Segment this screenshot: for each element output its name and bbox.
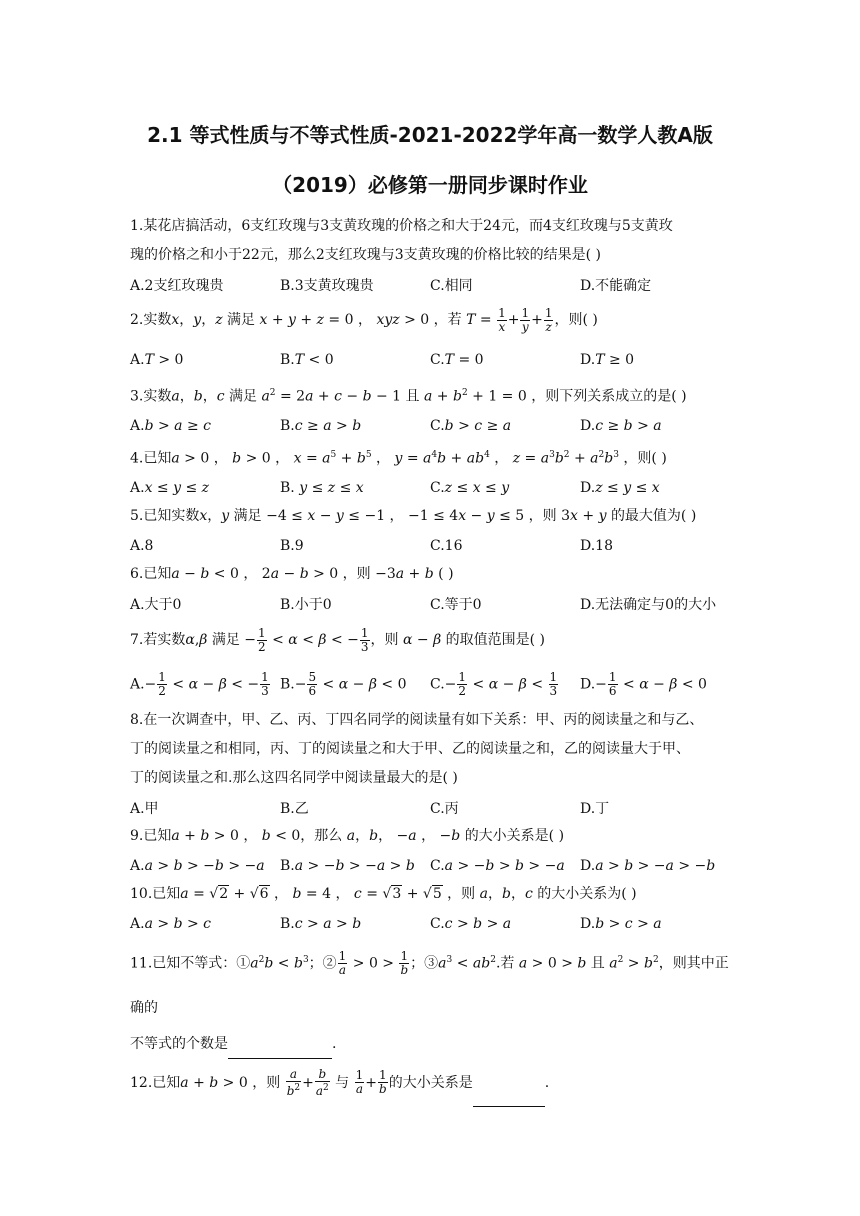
question-12-stem: 12.已知a + b > 0 ，则 $\frac{a}{b^2}$ + $\frac{b}{a^2}$ 与 $\frac{1}{a}$ + $\frac{1}{b}$ 的大小关系是 . <box>130 1059 730 1107</box>
option-d: D.无法确定与0的大小 <box>580 596 717 613</box>
question-4-stem: 4.已知a > 0 ， b > 0 ， $x = a^5 + b^5$ ， $y = a^4b + ab^4$ ， $z = a^3b^2 + a^2b^3$ ，则( ) <box>130 449 667 467</box>
option-c: C.b > c ≥ a <box>430 418 512 435</box>
question-8 <box>130 706 730 822</box>
question-5-stem: 5.已知实数x，y 满足 −4 ≤ x − y ≤ −1 ， −1 ≤ 4x − y ≤ 5 ，则 3x + y 的最大值为( ) <box>130 508 697 525</box>
question-4 <box>130 441 730 503</box>
question-11-stem-2: 不等式的个数是 . <box>130 1030 730 1059</box>
option-c: C.T = 0 <box>430 352 484 368</box>
option-a: A.b > a ≥ c <box>130 418 212 435</box>
question-9 <box>130 822 730 880</box>
option-a: A.2支红玫瑰贵 <box>130 277 224 294</box>
question-7-stem: 7.若实数α,β 满足 − $\frac{1}{2}$ < α < β < − $\frac{1}{3}$ ，则 α − β 的取值范围是( ) <box>130 625 545 654</box>
option-a: A.x ≤ y ≤ z <box>130 479 210 496</box>
option-a: A.T > 0 <box>130 352 184 368</box>
question-11-stem: 11.已知不等式：$①a^2b < b^3$；② $\frac{1}{a}$ > 0 > $\frac{1}{b}$ ；$③a^3 < ab^2$.若 a > 0 > b 且 $a^2 > b^2$，则其中正确的 <box>130 949 729 1016</box>
option-a: A.a > b > c <box>130 915 212 932</box>
option-a: A.大于0 <box>130 596 182 613</box>
question-3-stem: 3.实数a，b，c 满足 $a^2 = 2a + c - b - 1$ 且 $a + b^2 + 1 = 0$ ，则下列关系成立的是( ) <box>130 388 687 405</box>
option-c: C.z ≤ x ≤ y <box>430 479 510 496</box>
option-d: D.T ≥ 0 <box>580 352 635 368</box>
option-b: B.− $\frac{5}{6}$ < α − β < 0 <box>280 669 407 698</box>
option-a: A.− $\frac{1}{2}$ < α − β < − $\frac{1}{3}$ <box>130 669 269 698</box>
option-b: B. y ≤ z ≤ x <box>280 479 364 496</box>
question-3 <box>130 379 730 441</box>
question-1 <box>130 212 730 299</box>
option-b: B.乙 <box>280 800 309 817</box>
question-11 <box>130 938 730 1059</box>
page-title-line-1: 2.1 等式性质与不等式性质-2021-2022学年高一数学人教A版 <box>147 123 713 147</box>
option-c: C.16 <box>430 537 463 554</box>
option-c: C.− $\frac{1}{2}$ < α − β < $\frac{1}{3}$ <box>430 669 558 698</box>
option-d: D.a > b > −a > −b <box>580 857 716 874</box>
option-a: A.a > b > −b > −a <box>130 857 265 874</box>
option-c: C.c > b > a <box>430 915 512 932</box>
option-b: B.9 <box>280 537 304 554</box>
question-2-stem: 2.实数x，y，z 满足 x + y + z = 0 ， xyz > 0 ，若 T = $\frac{1}{x}$ + $\frac{1}{y}$ + $\frac{1}{z}$ ，则( ) <box>130 305 598 334</box>
question-2 <box>130 299 730 379</box>
page-title-line-2: （2019）必修第一册同步课时作业 <box>272 173 588 197</box>
answer-blank[interactable] <box>473 1106 545 1107</box>
option-d: D.丁 <box>580 800 610 817</box>
option-d: D.− $\frac{1}{6}$ < α − β < 0 <box>580 669 707 698</box>
option-b: B.T < 0 <box>280 352 334 368</box>
option-b: B.3支黄玫瑰贵 <box>280 277 374 294</box>
option-d: D.不能确定 <box>580 277 652 294</box>
option-d: D.b > c > a <box>580 915 662 932</box>
question-1-stem-a: 1.某花店搞活动，6支红玫瑰与3支黄玫瑰的价格之和大于24元，而4支红玫瑰与5支黄玫 <box>130 218 673 234</box>
option-a: A.甲 <box>130 800 159 817</box>
question-9-stem: 9.已知a + b > 0 ， b < 0，那么 a，b， −a ， −b 的大小关系是( ) <box>130 828 565 845</box>
question-8-stem-a: 8.在一次调查中，甲、乙、丙、丁四名同学的阅读量有如下关系：甲、丙的阅读量之和与乙、 <box>130 712 704 729</box>
option-c: C.a > −b > b > −a <box>430 857 565 874</box>
question-7 <box>130 618 730 706</box>
question-8-stem-c: 丁的阅读量之和.那么这四名同学中阅读量最大的是( ) <box>130 770 458 787</box>
question-10 <box>130 880 730 938</box>
option-d: D.18 <box>580 537 613 554</box>
question-6-stem: 6.已知a − b < 0 ， 2a − b > 0 ，则 −3a + b ( ) <box>130 566 454 583</box>
option-a: A.8 <box>130 537 154 554</box>
question-12 <box>130 1059 730 1107</box>
question-5 <box>130 502 730 560</box>
option-c: C.相同 <box>430 277 473 294</box>
option-c: C.等于0 <box>430 596 482 613</box>
question-10-stem: 10.已知a = √2 + √6 ， b = 4 ， c = √3 + √5 ，则 a，b，c 的大小关系为( ) <box>130 886 637 903</box>
option-d: D.z ≤ y ≤ x <box>580 479 660 496</box>
question-6 <box>130 560 730 618</box>
question-8-stem-b: 丁的阅读量之和相同，丙、丁的阅读量之和大于甲、乙的阅读量之和，乙的阅读量大于甲、 <box>130 741 690 758</box>
option-b: B.c > a > b <box>280 915 362 932</box>
option-c: C.丙 <box>430 800 459 817</box>
option-b: B.小于0 <box>280 596 332 613</box>
option-d: D.c ≥ b > a <box>580 418 662 435</box>
option-b: B.c ≥ a > b <box>280 418 362 435</box>
question-1-stem-b: 瑰的价格之和小于22元，那么2支红玫瑰与3支黄玫瑰的价格比较的结果是( ) <box>130 247 602 263</box>
option-b: B.a > −b > −a > b <box>280 857 415 874</box>
